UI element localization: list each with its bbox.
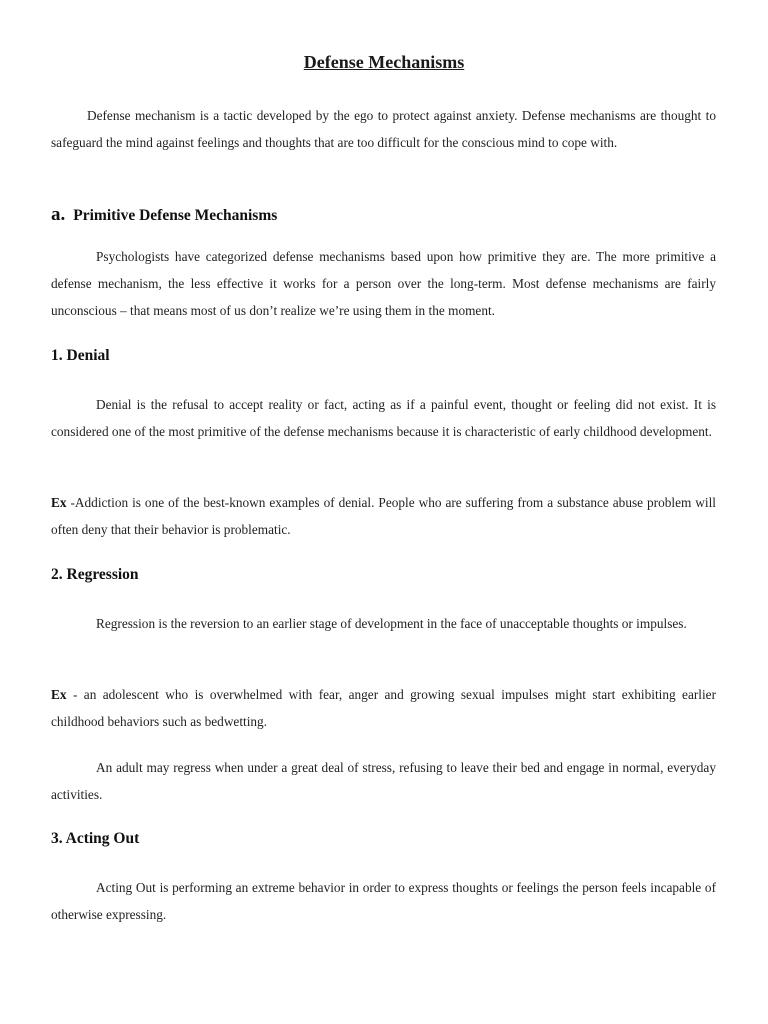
regression-example-label: Ex [51,687,67,702]
intro-paragraph: Defense mechanism is a tactic developed by the ego to protect against anxiety. Defense mechanisms are thought to safeguard the mind against feelings and thoughts that are too difficult for the conscious mind to cope with. [51,108,716,150]
section-a-title: Primitive Defense Mechanisms [73,207,278,224]
section-a-paragraph: Psychologists have categorized defense mechanisms based upon how primitive they are. The more primitive a defense mechanism, the less effective it works for a person over the long-term. Most defense mechanisms are fairly unconscious – that means most of us don’t realize we’re using them in the moment. [51,249,716,318]
denial-paragraph: Denial is the refusal to accept reality or fact, acting as if a painful event, thought or feeling did not exist. It is considered one of the most primitive of the defense mechanisms because it is characteristic of early childhood development. [51,397,716,439]
denial-heading: 1. Denial [51,347,110,364]
regression-heading: 2. Regression [51,566,139,583]
acting-out-paragraph: Acting Out is performing an extreme behavior in order to express thoughts or feelings the person feels incapable of otherwise expressing. [51,880,716,922]
denial-example-text: -Addiction is one of the best-known examples of denial. People who are suffering from a substance abuse problem will often deny that their behavior is problematic. [51,495,716,537]
denial-example-label: Ex [51,495,67,510]
denial-example [51,489,716,543]
section-a-letter: a. [51,204,66,225]
regression-example [51,681,716,735]
regression-paragraph: Regression is the reversion to an earlier stage of development in the face of unacceptable thoughts or impulses. [96,616,687,631]
document-title: Defense Mechanisms [303,52,465,72]
section-a-heading [51,204,277,226]
regression-adult-paragraph: An adult may regress when under a great deal of stress, refusing to leave their bed and engage in normal, everyday activities. [51,760,716,802]
acting-out-heading: 3. Acting Out [51,830,140,847]
regression-example-text: - an adolescent who is overwhelmed with fear, anger and growing sexual impulses might start exhibiting earlier childhood behaviors such as bedwetting. [51,687,716,729]
